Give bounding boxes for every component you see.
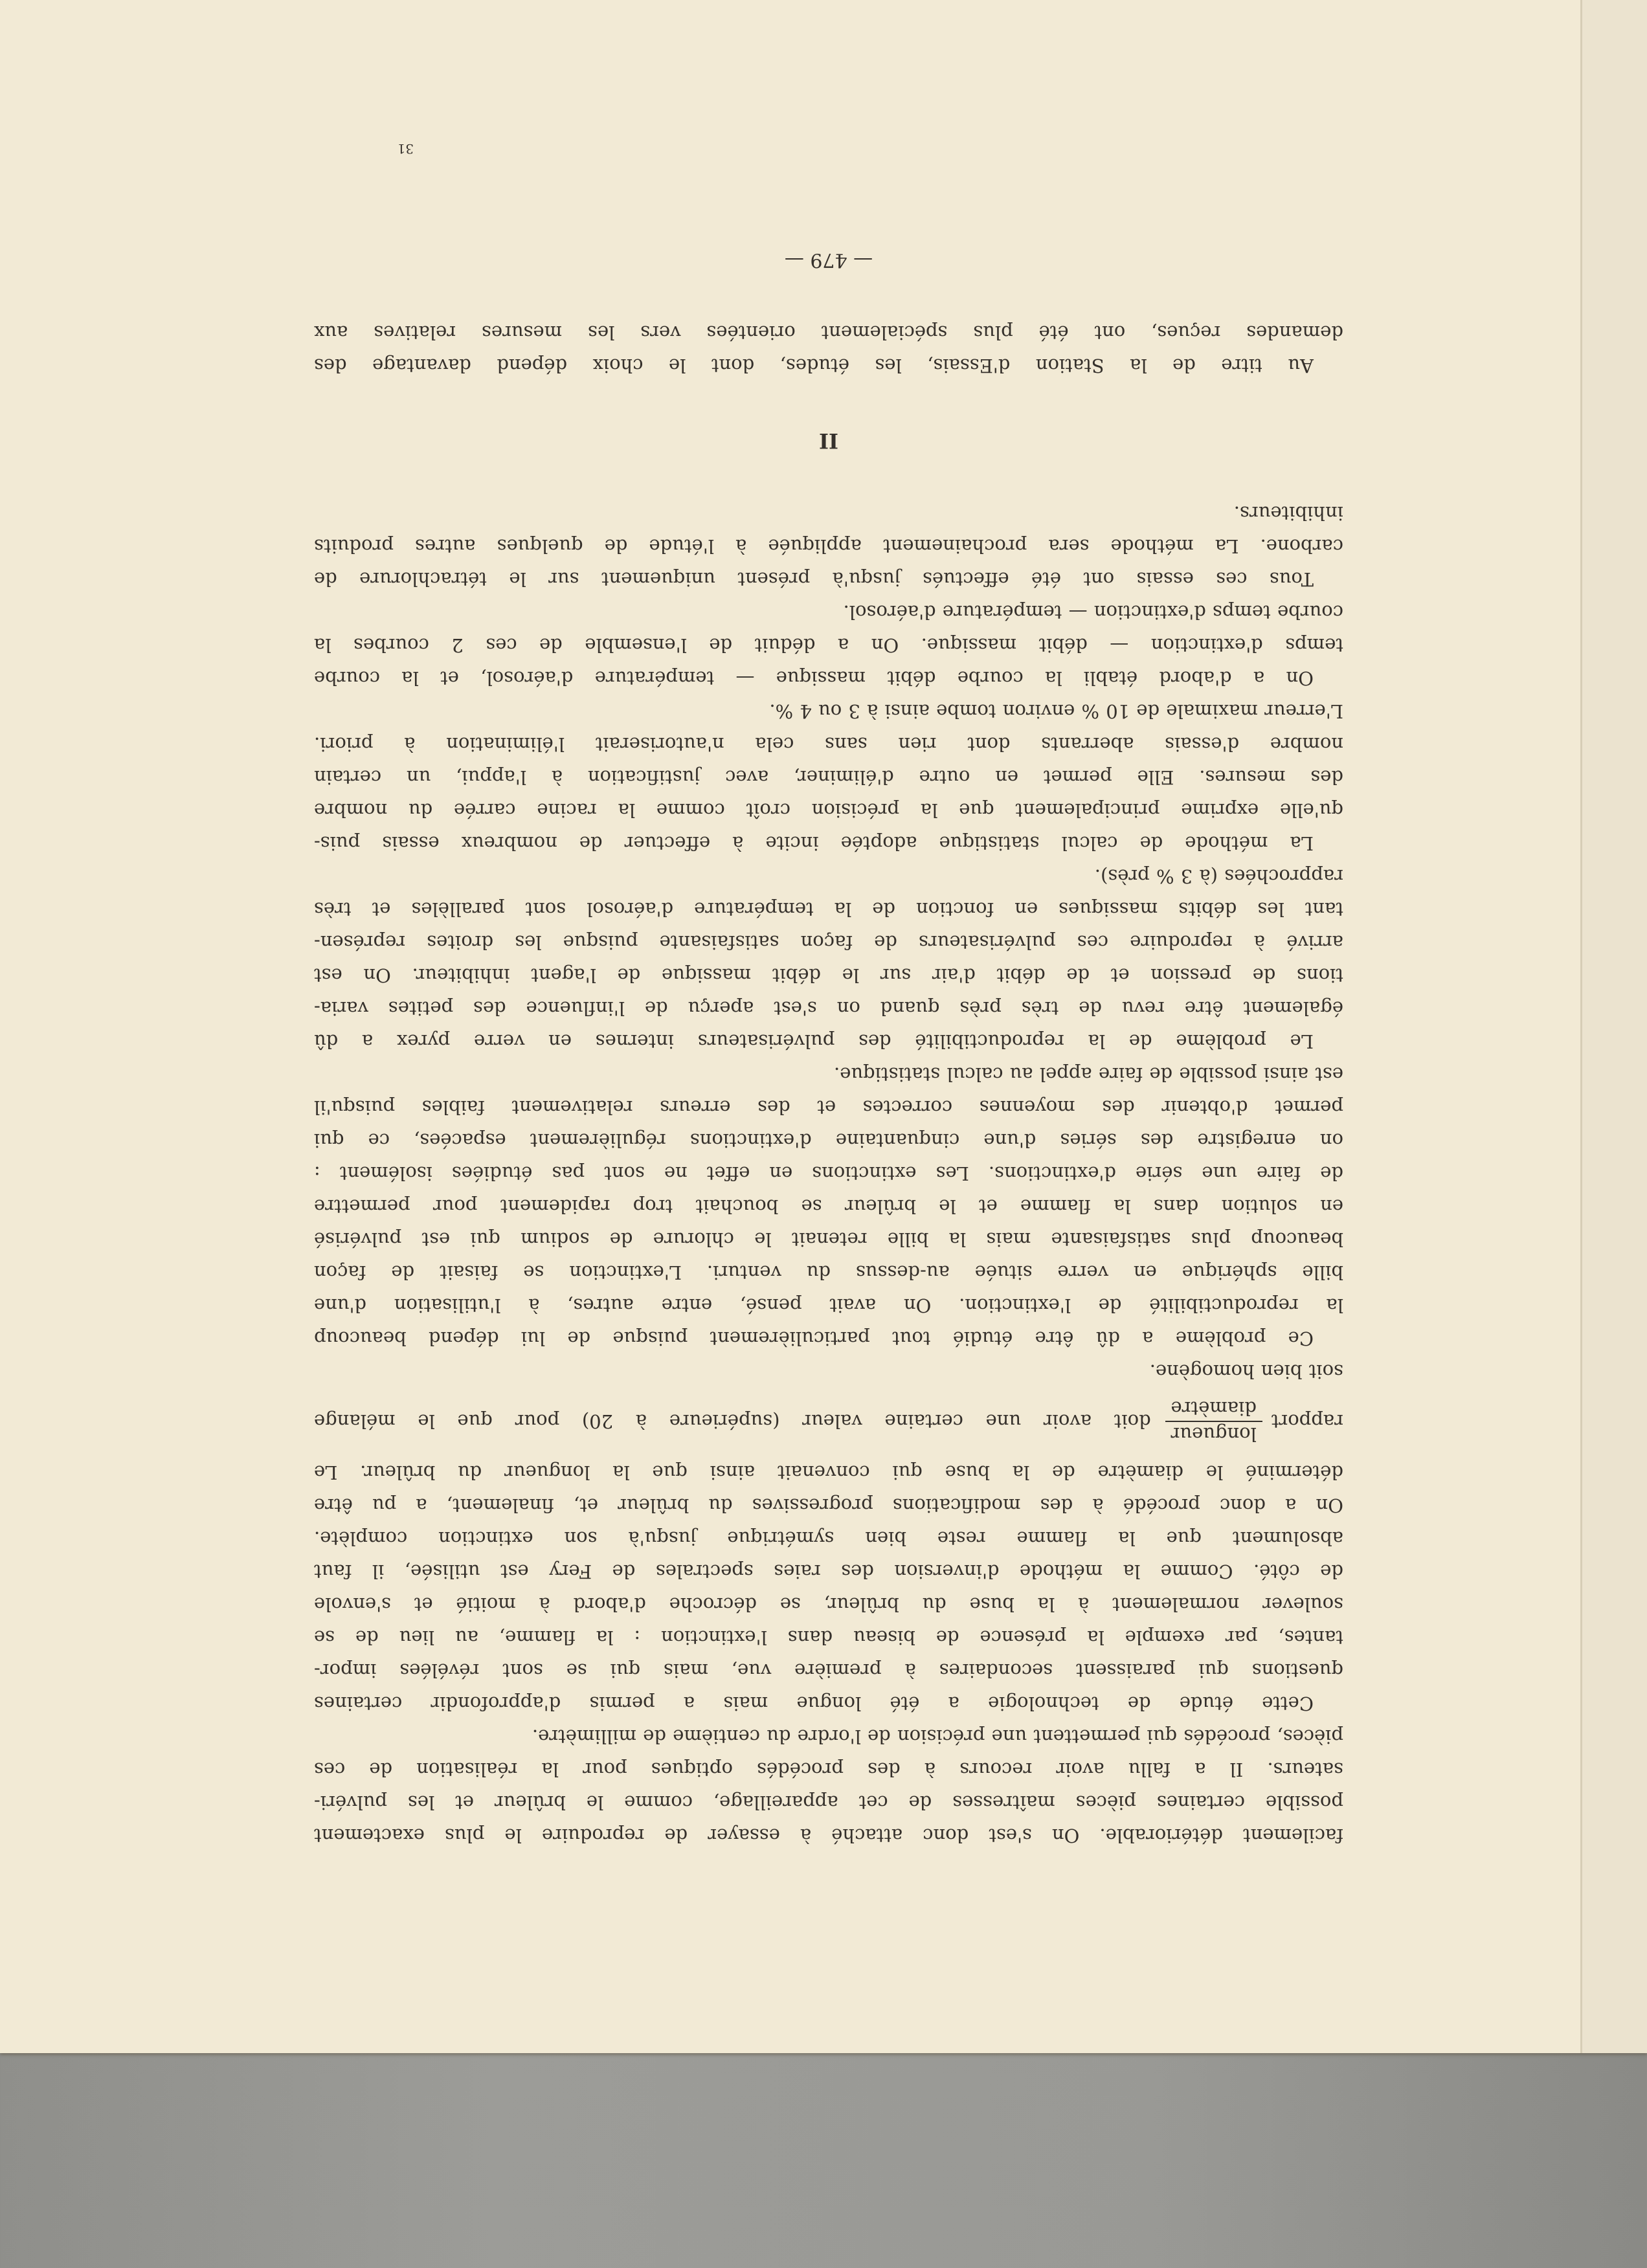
text-line: de faire une série d'extinctions. Les extinctions en effet ne sont pas étudiées isolément : bbox=[314, 1162, 1343, 1184]
text-line: déterminé le diamètre de la buse qui convenait ainsi que la longueur du brûleur. Le bbox=[314, 1462, 1343, 1484]
text-line: possible certaines pièces maîtresses de cet appareillage, comme le brûleur et les pulvéri- bbox=[314, 1792, 1343, 1814]
fraction bbox=[1165, 1398, 1262, 1446]
text-line: Le problème de la reproductibilité des pulvérisateurs internes en verre pyrex a dû bbox=[314, 1030, 1314, 1052]
section-2 bbox=[314, 316, 1343, 382]
text-line: tant les débits massiques en fonction de la température d'aérosol sont parallèles et très bbox=[314, 898, 1343, 920]
paragraph bbox=[314, 1720, 1343, 1852]
paragraph bbox=[314, 595, 1343, 695]
text-line: Tous ces essais ont été effectués jusqu'à présent uniquement sur le tétrachlorure de bbox=[314, 568, 1314, 590]
text-line: en solution dans la flamme et le brûleur se bouchait trop rapidement pour permettre bbox=[314, 1195, 1343, 1217]
paragraph bbox=[314, 496, 1343, 595]
body-text bbox=[314, 316, 1343, 1852]
text-line: qu'elle exprime principalement que la précision croît comme la racine carrée du nombre bbox=[314, 799, 1343, 821]
paragraph bbox=[314, 860, 1343, 1058]
text-line: des mesures. Elle permet en outre d'éliminer, avec justification à l'appui, un certain bbox=[314, 766, 1343, 788]
formula-suffix: doit avoir une certaine valeur (supérieure à 20) pour que le mélange bbox=[314, 1410, 1151, 1433]
text-line: tantes, par exemple la présence de biseau dans l'extinction : la flamme, au lieu de se bbox=[314, 1627, 1343, 1649]
formula-prefix: rapport bbox=[1271, 1410, 1343, 1433]
text-line: demandes reçues, ont été plus spécialement orientées vers les mesures relatives aux bbox=[314, 322, 1343, 344]
text-line: facilement détériorable. On s'est donc attaché à essayer de reproduire le plus exactement bbox=[314, 1825, 1343, 1847]
fraction-denominator: diamètre bbox=[1171, 1397, 1257, 1420]
text-line: sateurs. Il a fallu avoir recours à des procédés optiques pour la réalisation de ces bbox=[314, 1759, 1343, 1781]
ratio-formula-line bbox=[314, 1388, 1343, 1456]
text-line: rapprochées (à 3 % près). bbox=[1094, 865, 1343, 887]
text-line: On a d'abord établi la courbe débit massique — température d'aérosol, et la courbe bbox=[314, 667, 1314, 689]
text-line: inhibiteurs. bbox=[1233, 502, 1343, 524]
text-line: Au titre de la Station d'Essais, les études, dont le choix dépend davantage des bbox=[314, 355, 1314, 377]
text-line: également être revu de très près quand on s'est aperçu de l'influence des petites varia- bbox=[314, 997, 1343, 1019]
text-line: permet d'obtenir des moyennes correctes et des erreurs relativement faibles puisqu'il bbox=[314, 1096, 1343, 1118]
text-line: est ainsi possible de faire appel au calcul statistique. bbox=[834, 1063, 1343, 1085]
text-line: tions de pression et de débit d'air sur le débit massique de l'agent inhibiteur. On est bbox=[314, 964, 1343, 986]
text-line: questions qui paraissent secondaires à première vue, mais qui se sont révélées impor- bbox=[314, 1660, 1343, 1682]
text-line: La méthode de calcul statistique adoptée incite à effectuer de nombreux essais puis- bbox=[314, 832, 1314, 854]
text-line: Cette étude de technologie a été longue mais a permis d'approfondir certaines bbox=[314, 1693, 1314, 1715]
signature-mark: 31 bbox=[397, 141, 414, 157]
text-line: arrivé à reproduire ces pulvérisateurs de façon satisfaisante puisque les droites représen- bbox=[314, 931, 1343, 953]
section-1 bbox=[314, 496, 1343, 1852]
paragraph bbox=[314, 1058, 1343, 1355]
paragraph bbox=[314, 695, 1343, 860]
text-line: soit bien homogène. bbox=[1149, 1361, 1343, 1383]
text-line: On a donc procédé à des modifications progressives du brûleur et, finalement, a pu être bbox=[314, 1495, 1343, 1517]
paragraph bbox=[314, 316, 1343, 382]
text-line: temps d'extinction — débit massique. On a déduit de l'ensemble de ces 2 courbes la bbox=[314, 634, 1343, 656]
text-line: bille sphérique en verre située au-dessus du venturi. L'extinction se faisait de façon bbox=[314, 1262, 1343, 1284]
paragraph bbox=[314, 1355, 1343, 1720]
text-line: on enregistre des séries d'une cinquantaine d'extinctions régulièrement espacées, ce qui bbox=[314, 1129, 1343, 1151]
text-line: Ce problème a dû être étudié tout particulièrement puisque de lui dépend beaucoup bbox=[314, 1328, 1314, 1350]
text-line: pièces, procédés qui permettent une précision de l'ordre du centième de millimètre. bbox=[532, 1726, 1343, 1748]
page-number: — 479 — bbox=[784, 249, 873, 271]
fraction-bar bbox=[1165, 1421, 1262, 1423]
text-line: courbe temps d'extinction — température d'aérosol. bbox=[843, 601, 1343, 623]
fraction-numerator: longueur bbox=[1171, 1423, 1257, 1446]
text-line: L'erreur maximale de 10 % environ tombe ainsi à 3 ou 4 %. bbox=[769, 700, 1343, 722]
text-line: nombre d'essais aberrants dont rien sans cela n'autoriserait l'élimination à priori. bbox=[314, 733, 1343, 755]
text-line: carbone. La méthode sera prochainement appliquée à l'étude de quelques autres produits bbox=[314, 535, 1343, 557]
text-line: soulever normalement à la buse du brûleur, se décroche d'abord à moitié et s'envole bbox=[314, 1594, 1343, 1616]
text-line: beaucoup plus satisfaisante mais la bille retenait le chlorure de sodium qui est pulvérisé bbox=[314, 1228, 1343, 1251]
text-line: absolument que la flamme reste bien symétrique jusqu'à son extinction complète. bbox=[314, 1528, 1343, 1550]
section-heading: II bbox=[819, 428, 838, 453]
text-line: la reproductibilité de l'extinction. On avait pensé, entre autres, à l'utilisation d'une bbox=[314, 1295, 1343, 1317]
text-line: de côté. Comme la méthode d'inversion des raies spectrales de Fery est utilisée, il faut bbox=[314, 1561, 1343, 1583]
